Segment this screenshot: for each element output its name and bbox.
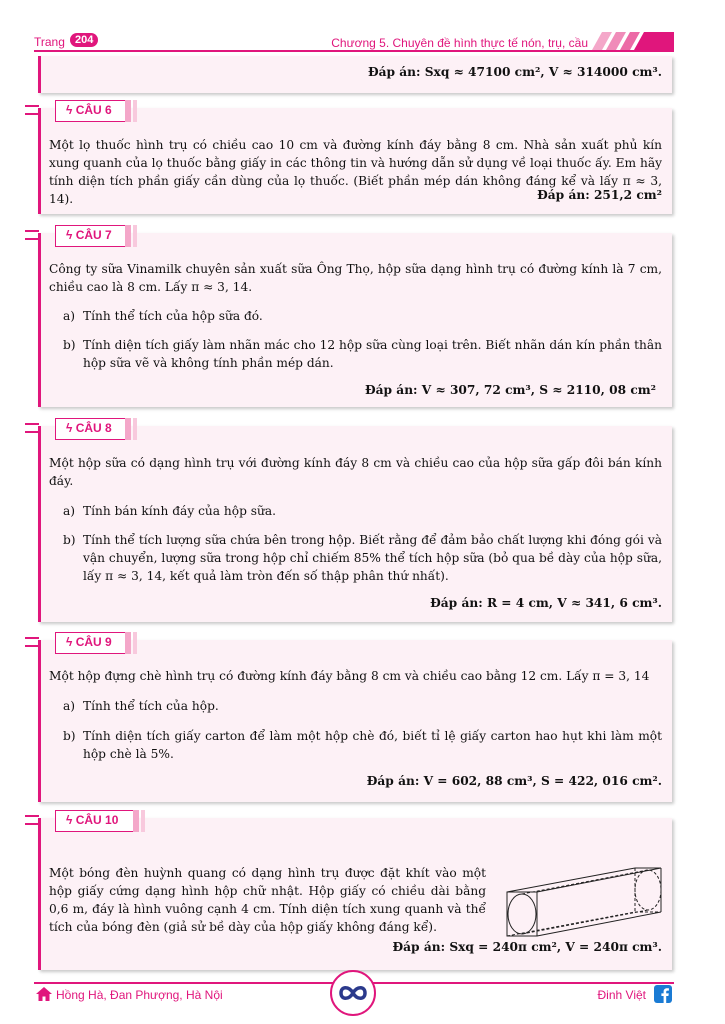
question-8-item-b: b) Tính thể tích lượng sữa chứa bên trong hộp. Biết rằng để đảm bảo chất lượng khi đóng gói và vận chuyển, lượng sữa trong hộp chỉ chiếm 85% thể tích hộp sữa (bỏ qua bề dày của hộp sữa, lấy π ≈ 3, 14, kết quả làm tròn đến số thập phân thứ nhất). [63,533,662,583]
page-number: 204 [70,33,98,47]
infinity-icon [338,984,368,1002]
question-marker [25,810,39,832]
header-rule [34,50,674,52]
page-label: Trang [34,35,65,49]
header-stripes-decoration [592,32,674,50]
lightning-icon: ϟ [66,228,76,242]
question-marker [25,225,39,247]
question-marker [25,632,39,654]
previous-answer-box [38,56,672,93]
answer-7: Đáp án: V ≈ 307, 72 cm³, S ≈ 2110, 08 cm² [364,383,656,397]
question-label-10: ϟ CÂU 10 [55,810,145,832]
question-text-7: Công ty sữa Vinamilk chuyên sản xuất sữa Ông Thọ, hộp sữa dạng hình trụ có đường kính là 7 cm, chiều cao là 8 cm. Lấy π ≈ 3, 14. [49,262,662,294]
footer-address: Hồng Hà, Đan Phượng, Hà Nội [56,988,223,1002]
question-box-7 [38,228,672,407]
question-9-item-a: a) Tính thể tích của hộp. [63,699,219,713]
question-text-8: Một hộp sữa có dạng hình trụ với đường kính đáy 8 cm và chiều cao của hộp sữa gấp đôi bán kính đáy. [49,456,662,488]
question-9-item-b: b) Tính diện tích giấy carton để làm một hộp chè đó, biết tỉ lệ giấy carton hao hụt khi làm một hộp chè là 5%. [63,729,662,761]
cylinder-in-box-figure [503,864,667,942]
question-box-10 [38,813,672,970]
question-7-item-b: b) Tính diện tích giấy làm nhãn mác cho 12 hộp sữa cùng loại trên. Biết nhãn dán kín phần thân hộp sữa vẽ và không tính phần mép dán. [63,338,662,370]
home-icon [36,987,52,1001]
question-label-9: ϟ CÂU 9 [55,632,135,654]
facebook-icon[interactable] [654,985,672,1003]
question-marker [25,100,39,122]
answer-6: Đáp án: 251,2 cm² [537,188,662,202]
question-label-6: ϟ CÂU 6 [55,100,135,122]
page-header [34,32,674,52]
previous-answer: Đáp án: Sxq ≈ 47100 cm², V ≈ 314000 cm³. [367,65,662,79]
question-text-10: Một bóng đèn huỳnh quang có dạng hình trụ được đặt khít vào một hộp giấy cứng dạng hình hộp chữ nhật. Hộp giấy có chiều dài bằng 0,6 m, đáy là hình vuông cạnh 4 cm. Tính diện tích xung quanh và thể tích của bóng đèn (giả sử bề dày của hộp giấy không đáng kể). [49,866,486,934]
question-label-7: ϟ CÂU 7 [55,225,135,247]
question-box-9 [38,635,672,802]
question-8-item-a: a) Tính bán kính đáy của hộp sữa. [63,504,276,518]
question-box-8 [38,421,672,622]
lightning-icon: ϟ [66,635,76,649]
lightning-icon: ϟ [66,813,76,827]
question-7-item-a: a) Tính thể tích của hộp sữa đó. [63,309,263,323]
question-text-9: Một hộp đựng chè hình trụ có đường kính đáy bằng 8 cm và chiều cao bằng 12 cm. Lấy π = 3, 14 [49,669,650,683]
answer-10: Đáp án: Sxq = 240π cm², V = 240π cm³. [392,940,662,954]
question-text-6: Một lọ thuốc hình trụ có chiều cao 10 cm và đường kính đáy bằng 8 cm. Nhà sản xuất phủ kín xung quanh của lọ thuốc bằng giấy in các thông tin và hướng dẫn sử dụng về loại thuốc ấy. Em hãy tính diện tích phần giấy cần dùng của lọ thuốc. (Biết phần mép dán không đáng kể và lấy π ≈ 3, 14). [49,138,662,206]
chapter-title: Chương 5. Chuyên đề hình thực tế nón, trụ, cầu [331,36,588,50]
footer-logo-circle [330,970,376,1016]
question-box-6 [38,103,672,214]
lightning-icon: ϟ [66,103,76,117]
question-marker [25,418,39,440]
question-label-8: ϟ CÂU 8 [55,418,135,440]
answer-9: Đáp án: V = 602, 88 cm³, S = 422, 016 cm². [366,774,662,788]
answer-8: Đáp án: R = 4 cm, V ≈ 341, 6 cm³. [430,596,662,610]
footer-author: Đinh Việt [597,988,646,1002]
page-footer [34,978,674,1008]
lightning-icon: ϟ [66,421,76,435]
